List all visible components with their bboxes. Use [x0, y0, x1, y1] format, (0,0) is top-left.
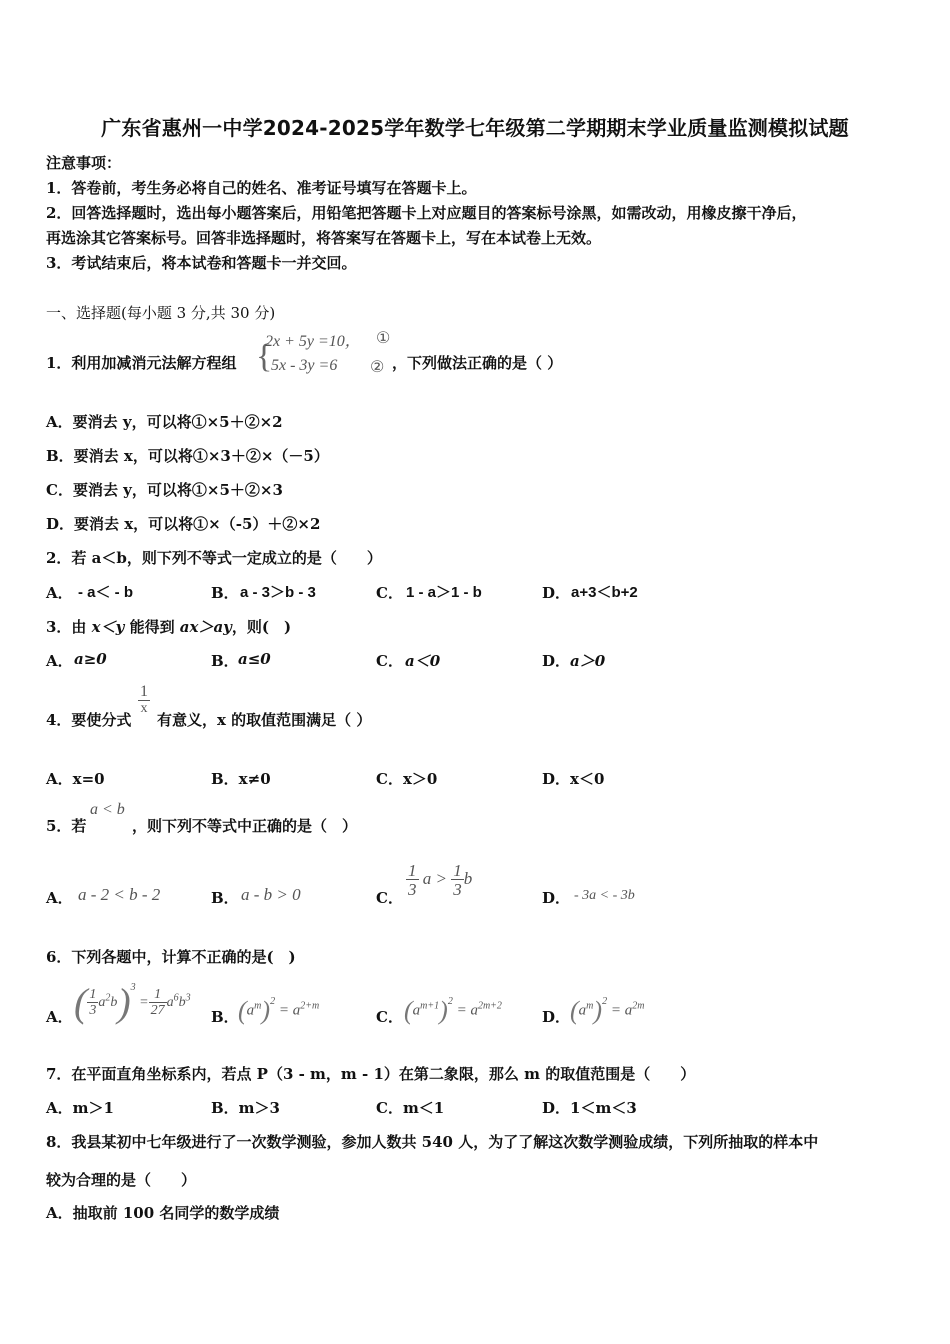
q6-label-c: C． — [376, 1008, 403, 1026]
q5-option-d: - 3a < - 3b — [574, 888, 635, 903]
q3-label-b: B． — [211, 652, 239, 670]
q2-option-c: 1 - a＞1 - b — [406, 584, 482, 601]
q1-option-d: D．要消去 x，可以将①×（-5）＋②×2 — [46, 515, 321, 533]
q1-option-a: A．要消去 y，可以将①×5＋②×2 — [46, 413, 283, 431]
q3-label-a: A． — [46, 652, 73, 670]
q5-c-end: b — [463, 868, 473, 888]
q3-stem-c: 能得到 — [124, 618, 180, 636]
q5-c-den2: 3 — [453, 880, 462, 899]
q5-c-den1: 3 — [408, 880, 417, 899]
q2-option-d: a+3＜b+2 — [571, 584, 638, 601]
q4-option-d: D．x＜0 — [542, 770, 605, 788]
q1-eq1-mark: ① — [376, 328, 391, 347]
q3-option-a: a≥0 — [74, 650, 107, 668]
q1-eq1: 2x + 5y =10， — [265, 333, 361, 350]
q7-option-c: C．m＜1 — [376, 1099, 445, 1117]
notice-heading: 注意事项： — [46, 154, 122, 172]
q4-fraction-den: x — [138, 700, 150, 716]
q2-label-a: A． — [46, 584, 73, 602]
q6-a-outer: 3 — [130, 982, 136, 993]
q6-a-eq: = — [139, 995, 149, 1011]
q5-label-c: C． — [376, 889, 403, 907]
q6-b-outer: 2 — [270, 996, 276, 1007]
q3-stem-d: ax＞ay — [179, 618, 232, 636]
q6-a-b: b — [110, 995, 118, 1011]
q4-prefix: 4．要使分式 — [46, 711, 132, 729]
q1-eq2: 5x - 3y =6 — [271, 357, 338, 374]
q5-c-num1: 1 — [408, 861, 417, 880]
q6-d-res: 2m — [632, 1000, 645, 1012]
q3-stem-a: 3．由 — [46, 618, 92, 636]
q6-c-m: m+1 — [420, 1000, 440, 1012]
q6-a-den2: 27 — [150, 1003, 165, 1018]
q3-stem-b: x＜y — [91, 618, 125, 636]
q6-option-a: ( $\frac{1}{3}$ $a^2b)^3$ = $\frac{1}{27}$ $a^6b^3$ — [74, 980, 191, 1025]
q5-option-c — [406, 862, 472, 898]
q7-option-b: B．m＞3 — [211, 1099, 280, 1117]
q6-label-d: D． — [542, 1008, 571, 1026]
q2-option-b: a - 3＞b - 3 — [240, 584, 316, 601]
q1-eq2-mark: ② — [370, 357, 385, 376]
q6-a-res-exp: 6 — [173, 992, 179, 1004]
q3-option-c: a＜0 — [405, 652, 441, 670]
q5-c-mid: a > — [422, 868, 447, 888]
q2-stem: 2．若 a＜b，则下列不等式一定成立的是（ ） — [46, 549, 382, 567]
q7-option-d: D．1＜m＜3 — [542, 1099, 637, 1117]
q6-stem: 6．下列各题中，计算不正确的是( ) — [46, 948, 296, 966]
notice-item-2-cont: 再选涂其它答案标号。回答非选择题时，将答案写在答题卡上，写在本试卷上无效。 — [46, 229, 602, 247]
q4-option-a: A．x=0 — [46, 770, 105, 788]
q6-option-d: $(a^m)^2 = a^{2m}$ — [570, 996, 645, 1025]
q6-option-b: $(a^m)^2 = a^{2+m}$ — [238, 996, 320, 1025]
notice-item-2: 2．回答选择题时，选出每小题答案后，用铅笔把答题卡上对应题目的答案标号涂黑，如需改动，用橡皮擦干净后， — [46, 204, 807, 222]
q3-label-d: D． — [542, 652, 571, 670]
q1-prefix: 1．利用加减消元法解方程组 — [46, 354, 237, 372]
q3-stem — [46, 616, 291, 637]
q4-fraction — [138, 684, 150, 716]
q6-a-exp2: 2 — [105, 992, 111, 1004]
q6-c-base: a — [412, 1002, 421, 1019]
q6-d-m: m — [586, 1000, 594, 1012]
q2-option-a: - a＜ - b — [78, 584, 133, 601]
q2-label-b: B． — [211, 584, 239, 602]
brace-icon: { — [256, 338, 273, 375]
q2-label-c: C． — [376, 584, 403, 602]
q3-option-b: a≤0 — [238, 650, 271, 668]
q6-c-res: 2m+2 — [477, 1000, 502, 1012]
q6-a-res-b: b — [178, 995, 186, 1011]
q5-condition: a < b — [90, 801, 125, 818]
page-title: 广东省惠州一中学2024-2025学年数学七年级第二学期期末学业质量监测模拟试题 — [101, 116, 849, 140]
q5-label-a: A． — [46, 889, 73, 907]
q7-option-a: A．m＞1 — [46, 1099, 114, 1117]
q6-a-num1: 1 — [89, 987, 97, 1002]
q6-a-num2: 1 — [154, 987, 162, 1002]
q8-stem-line1: 8．我县某初中七年级进行了一次数学测验，参加人数共 540 人，为了了解这次数学测验成绩，下列所抽取的样本中 — [46, 1133, 819, 1151]
q6-a-inner: a — [98, 995, 106, 1011]
q1-option-b: B．要消去 x，可以将①×3＋②×（－5） — [46, 447, 329, 465]
q4-option-b: B．x≠0 — [211, 770, 271, 788]
q5-suffix: ，则下列不等式中正确的是（ ） — [132, 817, 358, 835]
q6-b-base: a — [246, 1002, 255, 1019]
q6-a-res-bexp: 3 — [185, 992, 191, 1004]
q5-option-b: a - b > 0 — [241, 885, 301, 904]
q6-c-outer: 2 — [447, 996, 453, 1007]
q6-c-eq: = a — [456, 1002, 478, 1019]
q6-d-base: a — [578, 1002, 587, 1019]
q6-b-res: 2+m — [300, 1000, 320, 1012]
q6-label-a: A． — [46, 1008, 73, 1026]
q2-label-d: D． — [542, 584, 571, 602]
q5-label-b: B． — [211, 889, 239, 907]
q7-stem: 7．在平面直角坐标系内，若点 P（3 - m，m - 1）在第二象限，那么 m 的取值范围是（ ） — [46, 1065, 696, 1083]
q6-a-res: a — [166, 995, 174, 1011]
q8-stem-line2: 较为合理的是（ ） — [46, 1171, 197, 1189]
q5-prefix: 5．若 — [46, 817, 87, 835]
q3-option-d: a＞0 — [570, 652, 606, 670]
q4-fraction-num: 1 — [140, 683, 148, 700]
q3-stem-e: ，则( ) — [231, 618, 292, 636]
q3-label-c: C． — [376, 652, 403, 670]
q6-label-b: B． — [211, 1008, 239, 1026]
q1-option-c: C．要消去 y，可以将①×5＋②×3 — [46, 481, 283, 499]
q6-d-outer: 2 — [602, 996, 608, 1007]
notice-item-1: 1．答卷前，考生务必将自己的姓名、准考证号填写在答题卡上。 — [46, 179, 477, 197]
q6-option-c: $(a^{m+1})^2 = a^{2m+2}$ — [404, 996, 502, 1025]
section-heading: 一、选择题(每小题 3 分,共 30 分) — [46, 304, 276, 322]
q4-suffix: 有意义，x 的取值范围满足（ ） — [157, 711, 372, 729]
q5-label-d: D． — [542, 889, 571, 907]
q4-option-c: C．x＞0 — [376, 770, 438, 788]
q1-suffix: ，下列做法正确的是（ ） — [392, 354, 563, 372]
notice-item-3: 3．考试结束后，将本试卷和答题卡一并交回。 — [46, 254, 357, 272]
q5-option-a: a - 2 < b - 2 — [78, 885, 161, 904]
q6-d-eq: = a — [610, 1002, 633, 1019]
q6-b-eq: = a — [278, 1002, 301, 1019]
q6-a-den1: 3 — [89, 1003, 97, 1018]
q6-b-m: m — [254, 1000, 262, 1012]
q5-c-num2: 1 — [453, 861, 462, 880]
q8-option-a: A．抽取前 100 名同学的数学成绩 — [46, 1204, 280, 1222]
